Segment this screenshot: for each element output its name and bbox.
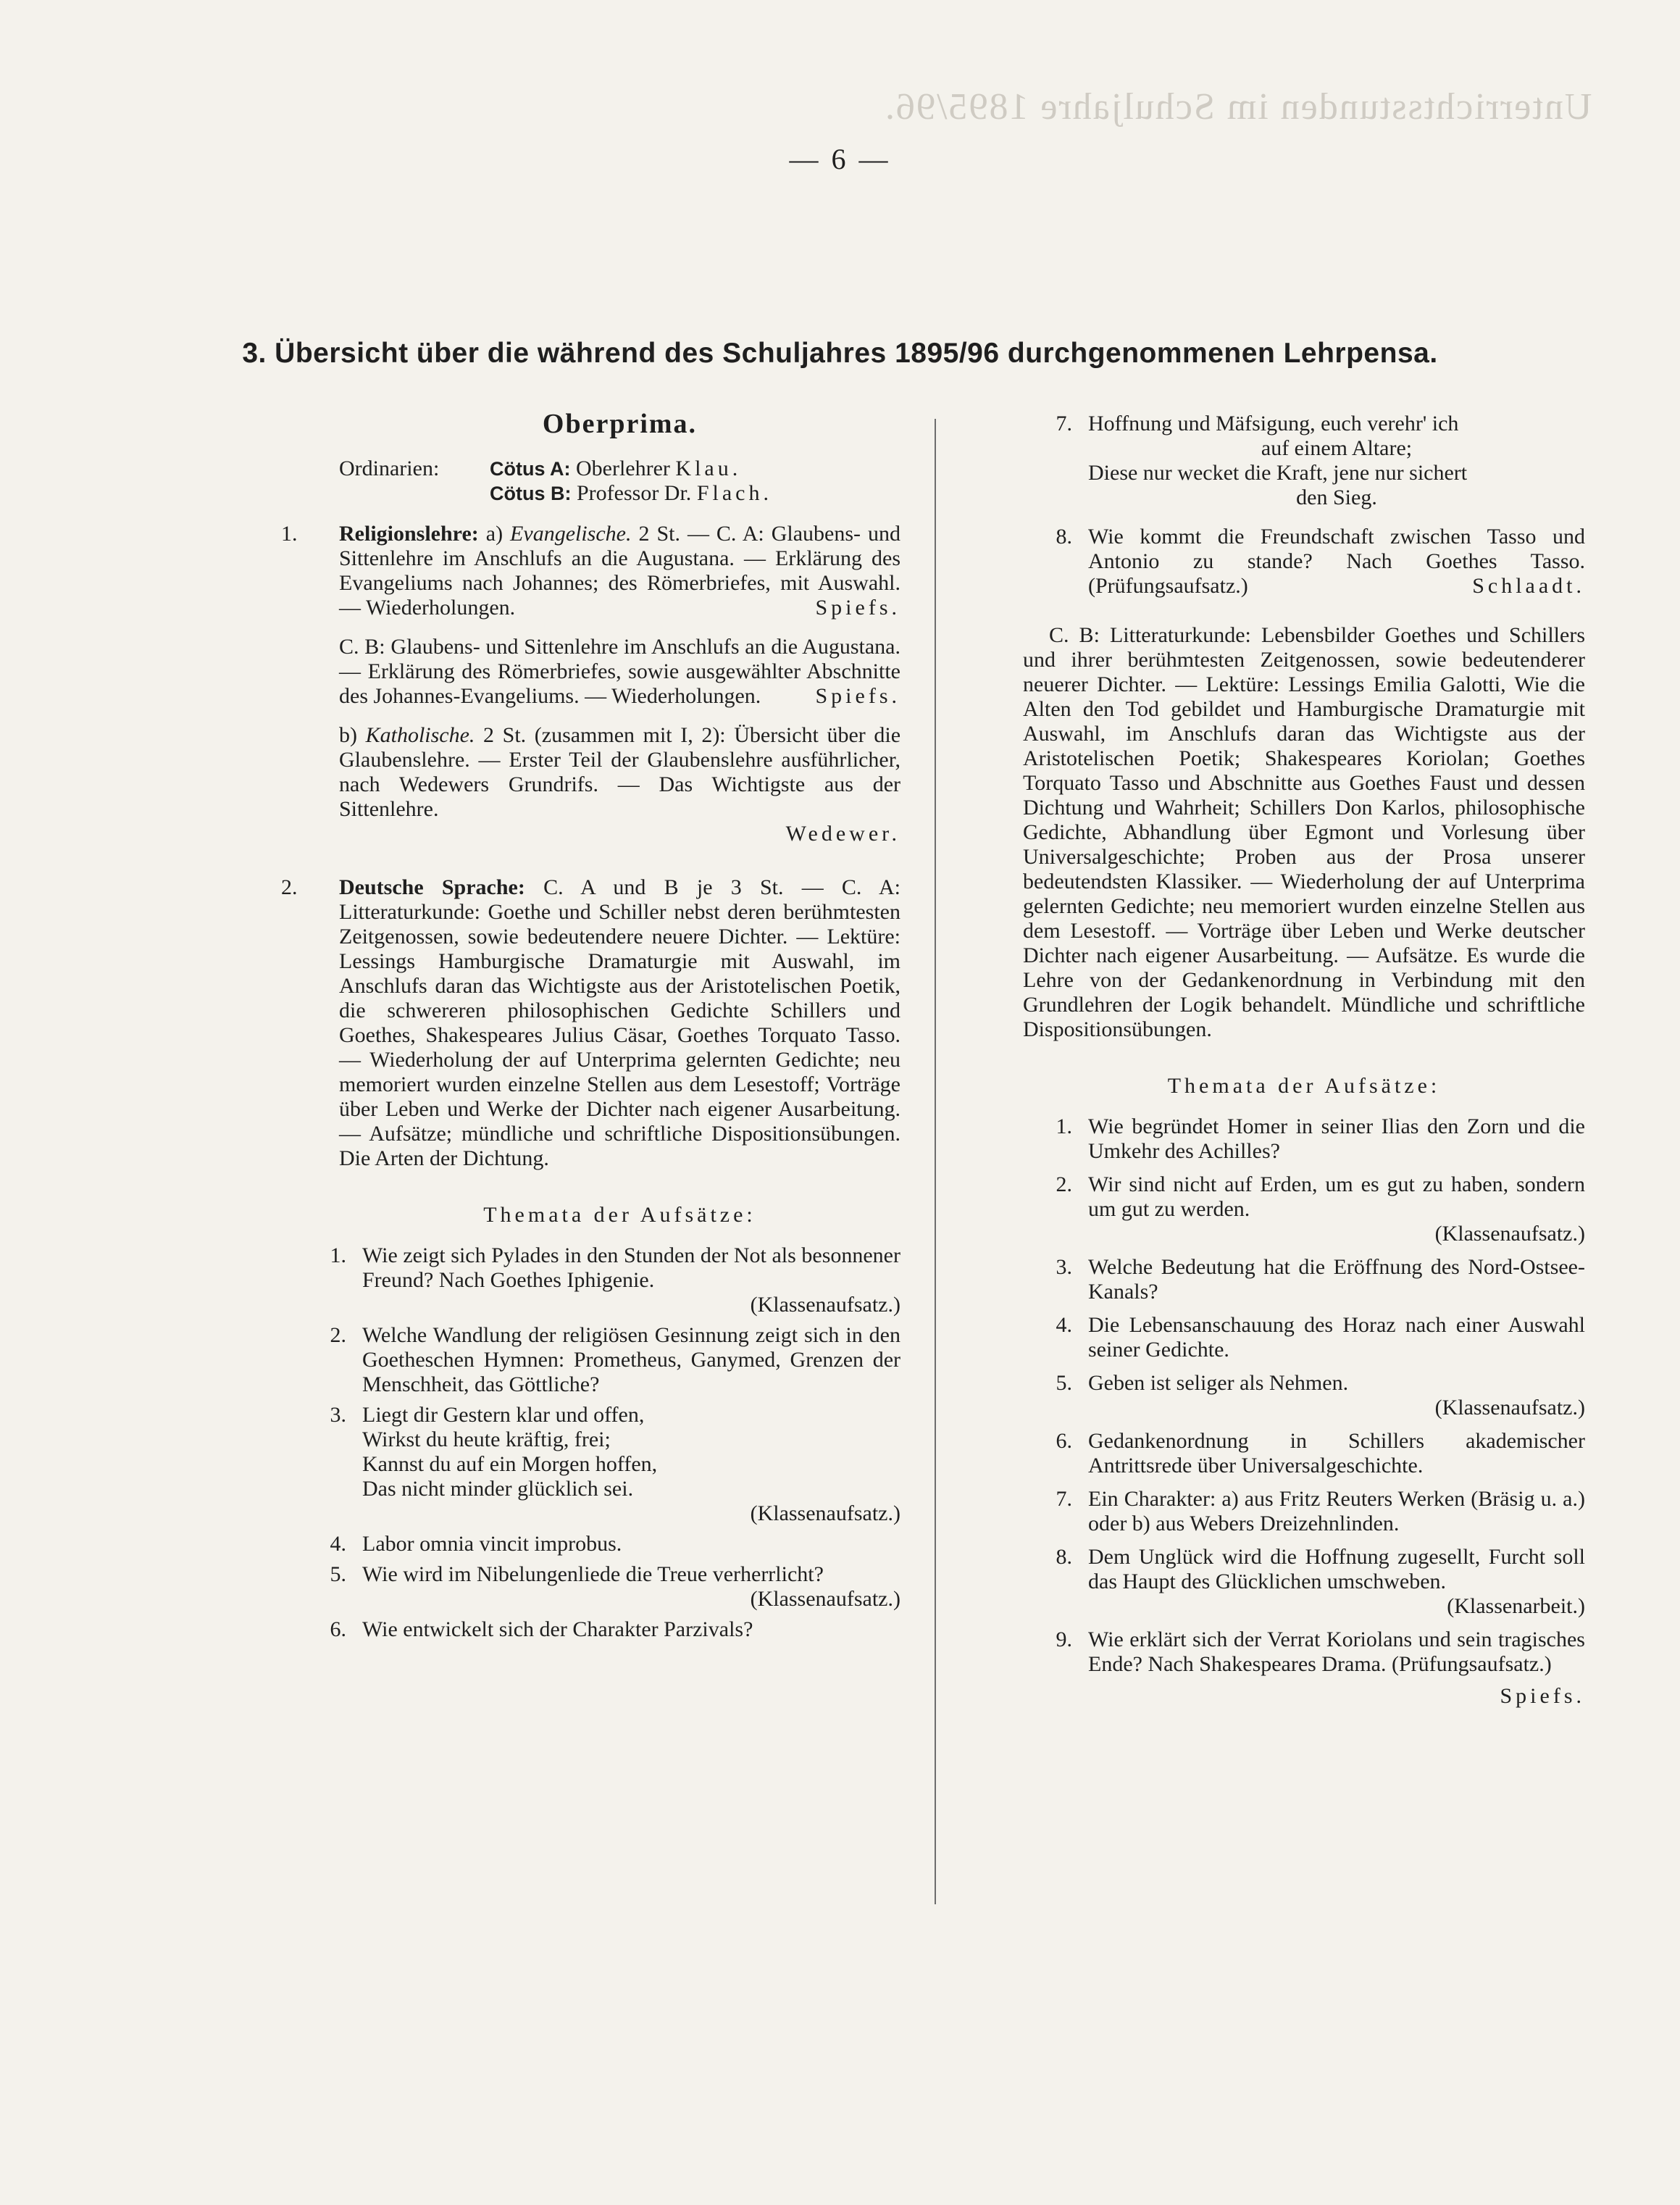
left-topic-type: (Klassenaufsatz.) — [750, 1587, 900, 1611]
left-topic-type: (Klassenaufsatz.) — [750, 1501, 900, 1525]
right-topic-8 — [1023, 525, 1585, 599]
left-topic-number: 4. — [330, 1532, 346, 1556]
right-topic-item — [1023, 1487, 1585, 1536]
right-topic-item — [1023, 1429, 1585, 1478]
right-topic-type: (Klassenaufsatz.) — [1434, 1396, 1585, 1420]
deutsch-number: 2. — [281, 875, 298, 899]
right-topic-number: 3. — [1056, 1255, 1072, 1279]
right-topic-body — [1088, 1429, 1585, 1478]
coetus-b — [490, 481, 772, 506]
coetus-b-label: Cötus B: — [490, 483, 572, 504]
right-topic-number: 7. — [1056, 1487, 1072, 1511]
right-topic-body — [1088, 1371, 1585, 1420]
religion-cb-signature: Spiefs. — [815, 684, 900, 708]
religion-number: 1. — [281, 522, 298, 546]
religion-b-italic: Katholische. — [365, 723, 475, 747]
left-topic-text: Wie entwickelt sich der Charakter Parzivals? — [362, 1617, 753, 1641]
right-final-signature: Spiefs. — [1500, 1684, 1585, 1708]
religion-cb-paragraph — [339, 635, 900, 709]
left-topic-body — [362, 1562, 900, 1612]
left-topic-number: 6. — [330, 1617, 346, 1641]
right-topic-item — [1023, 1313, 1585, 1362]
right-topic-text: Dem Unglück wird die Hoffnung zugesellt, Furcht soll das Haupt des Glücklichen umschweben. — [1088, 1545, 1585, 1593]
left-topic-number: 2. — [330, 1323, 346, 1347]
left-topic-text: Wie wird im Nibelungenliede die Treue verherrlicht? — [362, 1562, 824, 1586]
right-topic-body — [1088, 1313, 1585, 1362]
left-topic-body — [362, 1532, 900, 1556]
right-topic-number: 1. — [1056, 1114, 1072, 1138]
left-topic-item — [281, 1403, 900, 1526]
distich-line: auf einem Altare; — [1261, 436, 1413, 460]
right-topic-text: Wir sind nicht auf Erden, um es gut zu haben, sondern um gut zu werden. — [1088, 1172, 1585, 1221]
left-topic-number: 5. — [330, 1562, 346, 1586]
left-topic-list — [281, 1243, 900, 1642]
right-topic-number: 6. — [1056, 1429, 1072, 1453]
left-topic-poem — [362, 1403, 900, 1526]
left-topic-text: Wie zeigt sich Pylades in den Stunden der Not als besonnener Freund? Nach Goethes Iphigenie. — [362, 1243, 900, 1292]
ordinarien-row-b — [339, 481, 900, 506]
right-topic-number: 5. — [1056, 1371, 1072, 1395]
right-topic-text: Die Lebensanschauung des Horaz nach einer Auswahl seiner Gedichte. — [1088, 1313, 1585, 1362]
bleed-through-heading: Unterrichtsstunden im Schuljahre 1895/96. — [884, 86, 1592, 128]
poem-line: Wirkst du heute kräftig, frei; — [362, 1427, 611, 1451]
left-topic-number: 1. — [330, 1243, 346, 1267]
coetus-a — [490, 457, 741, 481]
right-topic-8-text: Wie kommt die Freundschaft zwischen Tasso und Antonio zu stande? Nach Goethes Tasso. (Prüfungsaufsatz.) — [1088, 525, 1585, 598]
left-topic-body — [362, 1243, 900, 1317]
ordinarien-block — [339, 457, 900, 506]
right-topic-body — [1088, 1172, 1585, 1246]
right-topic-number: 2. — [1056, 1172, 1072, 1196]
right-topic-7-body — [1088, 412, 1585, 510]
ordinarien-spacer — [339, 481, 490, 506]
religion-b-label: b) — [339, 723, 357, 747]
religion-cb-text: C. B: Glaubens- und Sittenlehre im Anschlufs an die Augustana. — Erklärung des Römerbriefes, sowie ausgewählter Abschnitte des Johannes-Evangeliums. — Wiederholungen. — [339, 635, 900, 708]
coetus-a-name: Klau. — [675, 457, 742, 480]
distich-line: den Sieg. — [1296, 485, 1377, 509]
right-themata-heading: Themata der Aufsätze: — [1167, 1074, 1441, 1098]
religion-body — [339, 522, 900, 620]
right-topic-body — [1088, 1255, 1585, 1304]
deutsch-section — [281, 875, 900, 1171]
coetus-a-label: Cötus A: — [490, 458, 571, 480]
right-topic-item — [1023, 1545, 1585, 1619]
left-topic-body — [362, 1617, 900, 1642]
left-topic-text: Welche Wandlung der religiösen Gesinnung zeigt sich in den Goetheschen Hymnen: Prometheus, Ganymed, Grenzen der Menschheit, das Göttliche? — [362, 1323, 900, 1396]
left-topic-item — [281, 1562, 900, 1612]
class-heading: Oberprima. — [542, 409, 698, 439]
poem-line: Das nicht minder glücklich sei. — [362, 1477, 634, 1501]
left-topic-text: Labor omnia vincit improbus. — [362, 1532, 622, 1556]
religion-a-text: 2 St. — C. A: Glaubens- und Sittenlehre im Anschlufs an die Augustana. — Erklärung des Evangeliums nach Johannes; des Römerbriefes, mit Auswahl. — Wiederholungen. — [339, 522, 901, 620]
ordinarien-label: Ordinarien: — [339, 457, 440, 480]
right-topic-text: Welche Bedeutung hat die Eröffnung des Nord-Ostsee-Kanals? — [1088, 1255, 1585, 1304]
poem-line: Kannst du auf ein Morgen hoffen, — [362, 1452, 658, 1476]
page-number: — 6 — — [789, 143, 891, 175]
right-topic-body — [1088, 1487, 1585, 1536]
section-title: 3. Übersicht über die während des Schuljahres 1895/96 durchgenommenen Lehrpensa. — [242, 338, 1438, 369]
column-divider — [935, 419, 936, 1904]
right-topic-text: Wie erklärt sich der Verrat Koriolans und sein tragisches Ende? Nach Shakespeares Drama. (Prüfungsaufsatz.) — [1088, 1627, 1585, 1676]
religion-a-signature: Spiefs. — [815, 596, 900, 620]
distich-line: Diese nur wecket die Kraft, jene nur sichert — [1088, 461, 1468, 485]
left-topic-item — [281, 1323, 900, 1397]
right-topic-8-number: 8. — [1056, 525, 1072, 549]
religion-b-paragraph — [339, 723, 900, 846]
religion-b-text: 2 St. (zusammen mit I, 2): Übersicht über die Glaubenslehre. — Erster Teil der Glaubenslehre ausführlicher, nach Wedewers Grundrifs. — Das Wichtigste aus der Sittenlehre. — [339, 723, 901, 821]
coetus-b-text: Professor Dr. — [576, 481, 692, 505]
left-topic-item — [281, 1532, 900, 1556]
right-topic-item — [1023, 1114, 1585, 1164]
left-topic-number: 3. — [330, 1403, 346, 1427]
deutsch-text: C. A und B je 3 St. — C. A: Litteraturkunde: Goethe und Schiller nebst deren berühmtesten Zeitgenossen, sowie bedeutendere neuere Dichter. — Lektüre: Lessings Hamburgische Dramaturgie mit Auswahl, im Anschlufs daran das Wichtigste aus der Aristotelischen Poetik, die schwereren philosophischen Gedichte Schillers und Goethes, Shakespeares Julius Cäsar, Goethes Torquato Tasso. — Wiederholung der auf Unterprima gelernten Gedichte; neu memoriert wurden einzelne Stellen aus dem Lesestoff; Vorträge über Leben und Werke der Dichter nach eigener Ausarbeitung. — Aufsätze; mündliche und schriftliche Dispositionsübungen. Die Arten der Dichtung. — [339, 875, 900, 1170]
right-topic-text: Geben ist seliger als Nehmen. — [1088, 1371, 1349, 1395]
right-topic-list — [1023, 1114, 1585, 1677]
left-column — [281, 409, 901, 1642]
right-topic-7-number: 7. — [1056, 412, 1072, 435]
right-topic-7 — [1023, 412, 1585, 510]
right-topic-item — [1023, 1371, 1585, 1420]
right-topic-body — [1088, 1627, 1585, 1677]
right-column — [1023, 412, 1585, 1709]
coetus-b-name: Flach. — [696, 481, 772, 505]
right-topic-8-signature: Schlaadt. — [1472, 574, 1585, 598]
deutsch-title: Deutsche Sprache: — [339, 875, 525, 899]
right-topic-type: (Klassenarbeit.) — [1447, 1594, 1585, 1618]
right-topic-item — [1023, 1255, 1585, 1304]
religion-title: Religionslehre: — [339, 522, 479, 546]
left-topic-body — [362, 1323, 900, 1397]
deutsch-body — [339, 875, 900, 1171]
distich-line: Hoffnung und Mäfsigung, euch verehr' ich — [1088, 412, 1459, 435]
left-topic-type: (Klassenaufsatz.) — [750, 1293, 900, 1317]
right-topic-item — [1023, 1627, 1585, 1677]
right-topic-number: 8. — [1056, 1545, 1072, 1569]
left-topic-item — [281, 1243, 900, 1317]
left-topic-item — [281, 1617, 900, 1642]
religion-section — [281, 522, 900, 620]
right-topic-body — [1088, 1545, 1585, 1619]
right-topic-text: Gedankenordnung in Schillers akademischer Antrittsrede über Universalgeschichte. — [1088, 1429, 1585, 1477]
right-topic-body — [1088, 1114, 1585, 1164]
right-topic-type: (Klassenaufsatz.) — [1434, 1222, 1585, 1246]
right-topic-8-body — [1088, 525, 1585, 599]
coetus-a-text: Oberlehrer — [575, 457, 670, 480]
poem-line: Liegt dir Gestern klar und offen, — [362, 1403, 645, 1427]
right-topic-number: 9. — [1056, 1627, 1072, 1651]
ordinarien-row-a — [339, 457, 900, 481]
left-themata-heading: Themata der Aufsätze: — [483, 1203, 756, 1227]
religion-a-label: a) — [485, 522, 503, 546]
right-topic-text: Wie begründet Homer in seiner Ilias den Zorn und die Umkehr des Achilles? — [1088, 1114, 1585, 1163]
religion-a-italic: Evangelische. — [510, 522, 632, 546]
right-topic-number: 4. — [1056, 1313, 1072, 1337]
right-topic-text: Ein Charakter: a) aus Fritz Reuters Werken (Bräsig u. a.) oder b) aus Webers Dreizehnlinden. — [1088, 1487, 1585, 1535]
right-topic-item — [1023, 1172, 1585, 1246]
right-cb-paragraph: C. B: Litteraturkunde: Lebensbilder Goethes und Schillers und ihrer berühmtesten Zeitgenossen, sowie bedeutenderer neuerer Dichter. — Lektüre: Lessings Emilia Galotti, Wie die Alten den Tod gebildet und Hamburgische Dramaturgie mit Auswahl, im Anschlufs daran das Wichtigste aus der Aristotelischen Poetik; Shakespeares Koriolan; Goethes Torquato Tasso und Abschnitte aus Goethes Faust und dessen Dichtung und Wahrheit; Schillers Don Karlos, philosophische Gedichte, Abhandlung über Egmont und Vorlesung über Universalgeschichte; Proben aus der Prosa unserer bedeutendsten Klassiker. — Wiederholung der auf Unterprima gelernten Gedichte; neu memoriert wurden einzelne Stellen aus dem Lesestoff. — Vorträge über Leben und Werke deutscher Dichter nach eigener Ausarbeitung. — Aufsätze. Es wurde die Lehre von der Gedankenordnung in Verbindung mit den Grundlehren der Logik behandelt. Mündliche und schriftliche Dispositionsübungen. — [1023, 623, 1585, 1041]
religion-b-signature: Wedewer. — [785, 822, 900, 846]
